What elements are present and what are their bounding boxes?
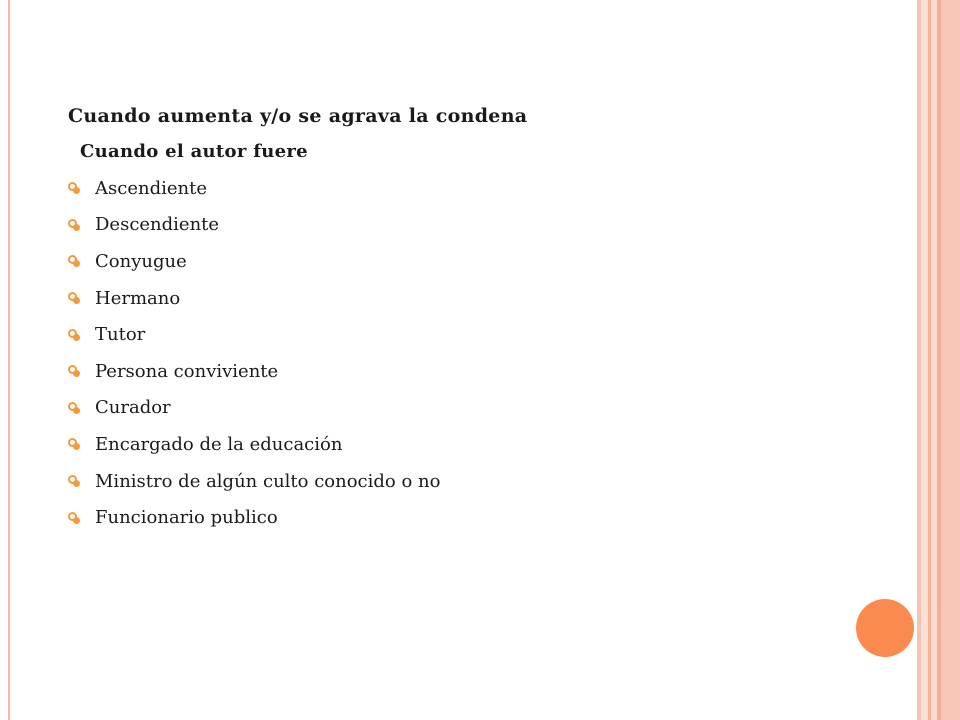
list-item <box>68 243 888 280</box>
list-item-text: Ascendiente <box>95 177 207 199</box>
list-item <box>68 207 888 244</box>
list-item <box>68 463 888 500</box>
list-item-text: Conyugue <box>95 250 187 272</box>
list-item-text: Descendiente <box>95 214 220 236</box>
orange-ring-bullet-icon <box>68 402 80 414</box>
list-item <box>68 426 888 463</box>
list-item-text: Ministro de algún culto conocido o no <box>95 470 441 492</box>
list-item <box>68 170 888 207</box>
list-item-text: Hermano <box>95 287 181 309</box>
list-item <box>68 280 888 317</box>
list-item <box>68 353 888 390</box>
orange-ring-bullet-icon <box>68 365 80 377</box>
list-item-text: Persona conviviente <box>95 360 279 382</box>
orange-circle-decoration <box>856 599 914 657</box>
slide-heading: Cuando aumenta y/o se agrava la condena <box>68 105 528 127</box>
right-decorative-stripe <box>941 0 960 720</box>
left-border-line <box>8 0 10 720</box>
list-item <box>68 316 888 353</box>
orange-ring-bullet-icon <box>68 219 80 231</box>
orange-ring-bullet-icon <box>68 475 80 487</box>
orange-ring-bullet-icon <box>68 292 80 304</box>
orange-ring-bullet-icon <box>68 182 80 194</box>
orange-ring-bullet-icon <box>68 329 80 341</box>
list-item-text: Funcionario publico <box>95 507 278 529</box>
right-decorative-stripe <box>921 0 928 720</box>
orange-ring-bullet-icon <box>68 512 80 524</box>
slide-subheading: Cuando el autor fuere <box>80 141 308 162</box>
bullet-list <box>68 170 888 536</box>
slide-content <box>68 100 888 536</box>
list-item <box>68 390 888 427</box>
orange-ring-bullet-icon <box>68 255 80 267</box>
list-item-text: Encargado de la educación <box>95 433 343 455</box>
list-item-text: Curador <box>95 397 171 419</box>
list-item-text: Tutor <box>95 324 146 346</box>
list-item <box>68 499 888 536</box>
orange-ring-bullet-icon <box>68 438 80 450</box>
